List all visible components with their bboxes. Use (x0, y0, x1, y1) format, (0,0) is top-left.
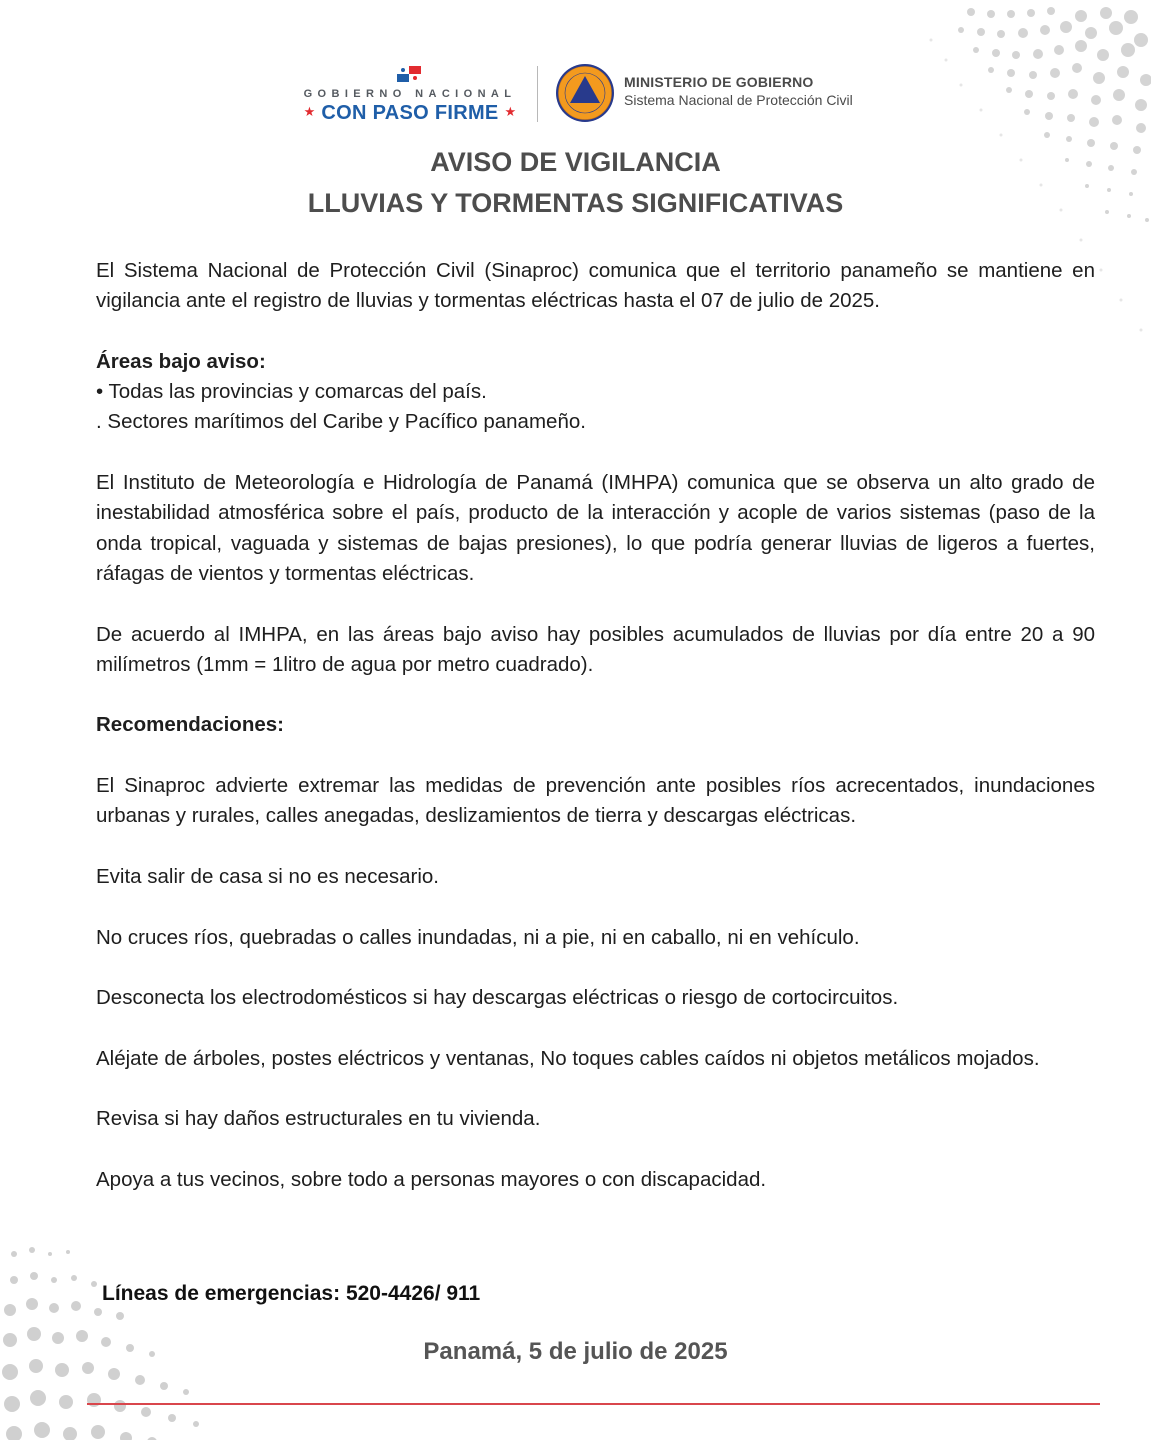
area-item: • Todas las provincias y comarcas del país. (96, 380, 487, 404)
document-body (96, 256, 1095, 1195)
ministry-subtitle: Sistema Nacional de Protección Civil (624, 92, 853, 108)
recommendation-item: Desconecta los electrodomésticos si hay descargas eléctricas o riesgo de cortocircuitos. (96, 986, 899, 1010)
decorative-dot-pattern-bottom-left (0, 1180, 300, 1440)
government-logo (296, 64, 524, 126)
recommendation-item: Revisa si hay daños estructurales en tu vivienda. (96, 1107, 541, 1131)
letterhead (0, 60, 1151, 126)
recommendation-item: Evita salir de casa si no es necesario. (96, 864, 439, 888)
imhpa-paragraph: El Instituto de Meteorología e Hidrología de Panamá (IMHPA) comunica que se observa un alto grado de inestabilidad atmosférica sobre el país, producto de la interacción y acople de varios sistemas (paso de la onda tropical, vaguada y sistemas de bajas presiones), lo que podría generar lluvias de ligeros a fuertes, ráfagas de vientos y tormentas eléctricas. (96, 471, 1095, 585)
recommendation-item: Aléjate de árboles, postes eléctricos y ventanas, No toques cables caídos ni objetos metálicos mojados. (96, 1046, 1040, 1070)
star-icon: ★ (303, 104, 316, 119)
intro-paragraph: El Sistema Nacional de Protección Civil (Sinaproc) comunica que el territorio panameño se mantiene en vigilancia ante el registro de lluvias y tormentas eléctricas hasta el 07 de julio de 2025. (96, 259, 1095, 313)
recommendation-item: No cruces ríos, quebradas o calles inundadas, ni a pie, ni en caballo, ni en vehículo. (96, 925, 860, 949)
area-item: . Sectores marítimos del Caribe y Pacífico panameño. (96, 410, 586, 434)
ministry-name-block (624, 74, 853, 108)
title-line-2: LLUVIAS Y TORMENTAS SIGNIFICATIVAS (307, 188, 844, 218)
accumulation-paragraph: De acuerdo al IMHPA, en las áreas bajo aviso hay posibles acumulados de lluvias por día entre 20 a 90 milímetros (1mm = 1litro de agua por metro cuadrado). (96, 622, 1095, 676)
document-title (0, 142, 1151, 224)
areas-heading: Áreas bajo aviso: (96, 349, 266, 373)
panama-flag-icon (397, 66, 421, 82)
place-and-date: Panamá, 5 de julio de 2025 (423, 1338, 728, 1365)
government-logo-line1: GOBIERNO NACIONAL (303, 88, 517, 100)
star-icon: ★ (504, 104, 517, 119)
recommendation-item: Apoya a tus vecinos, sobre todo a personas mayores o con discapacidad. (96, 1167, 767, 1191)
recommendations-heading: Recomendaciones: (96, 713, 284, 737)
emergency-lines: Líneas de emergencias: 520-4426/ 911 (102, 1282, 481, 1305)
header-divider (537, 66, 538, 122)
footer-rule (87, 1403, 1100, 1405)
title-line-1: AVISO DE VIGILANCIA (430, 147, 721, 177)
recommendation-item: El Sinaproc advierte extremar las medidas de prevención ante posibles ríos acrecentados, inundaciones urbanas y rurales, calles anegadas, deslizamientos de tierra y descargas eléctricas. (96, 774, 1095, 828)
civil-protection-seal-icon (555, 63, 615, 123)
ministry-name: MINISTERIO DE GOBIERNO (624, 74, 814, 90)
government-logo-slogan: ★ CON PASO FIRME ★ (303, 102, 517, 124)
